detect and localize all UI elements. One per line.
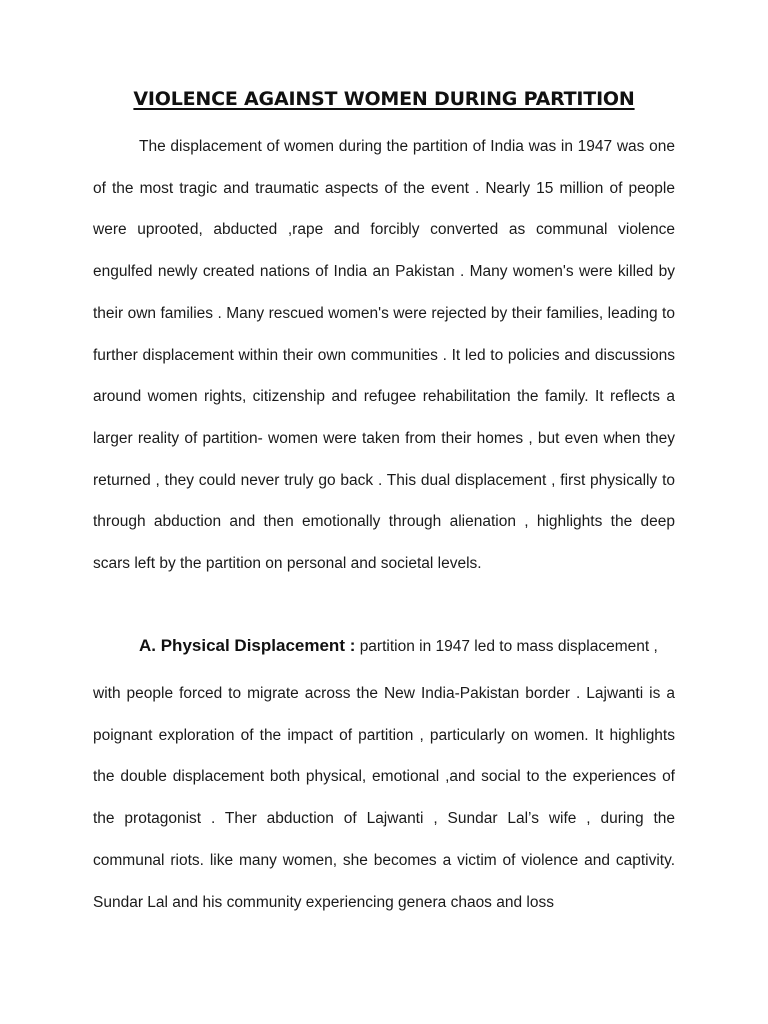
section-a-paragraph-text: with people forced to migrate across the New India-Pakistan border . Lajwanti is a poignant exploration of the impact of partition , particularly on women. It highlights the double displacement both physical, emotional ,and social to the experiences of the protagonist . Ther abduction of Lajwanti , Sundar Lal’s wife , during the communal riots. like many women, she becomes a victim of violence and captivity. Sundar Lal and his community experiencing genera chaos and loss	[93, 685, 675, 911]
section-a-lead-text: partition in 1947 led to mass displacement ,	[359, 638, 658, 655]
section-a-heading: A. Physical Displacement :	[139, 636, 356, 655]
section-a-heading-line	[139, 636, 699, 656]
intro-paragraph	[93, 126, 675, 585]
page-title-text: VIOLENCE AGAINST WOMEN DURING PARTITION	[133, 88, 635, 110]
section-a-paragraph	[93, 673, 675, 923]
page-title	[0, 88, 768, 110]
intro-paragraph-text: The displacement of women during the partition of India was in 1947 was one of the most tragic and traumatic aspects of the event . Nearly 15 million of people were uprooted, abducted ,rape and forcibly converted as communal violence engulfed newly created nations of India an Pakistan . Many women's were killed by their own families . Many rescued women's were rejected by their families, leading to further displacement within their own communities . It led to policies and discussions around women rights, citizenship and refugee rehabilitation the family. It reflects a larger reality of partition- women were taken from their homes , but even when they returned , they could never truly go back . This dual displacement , first physically to through abduction and then emotionally through alienation , highlights the deep scars left by the partition on personal and societal levels.	[93, 138, 675, 573]
